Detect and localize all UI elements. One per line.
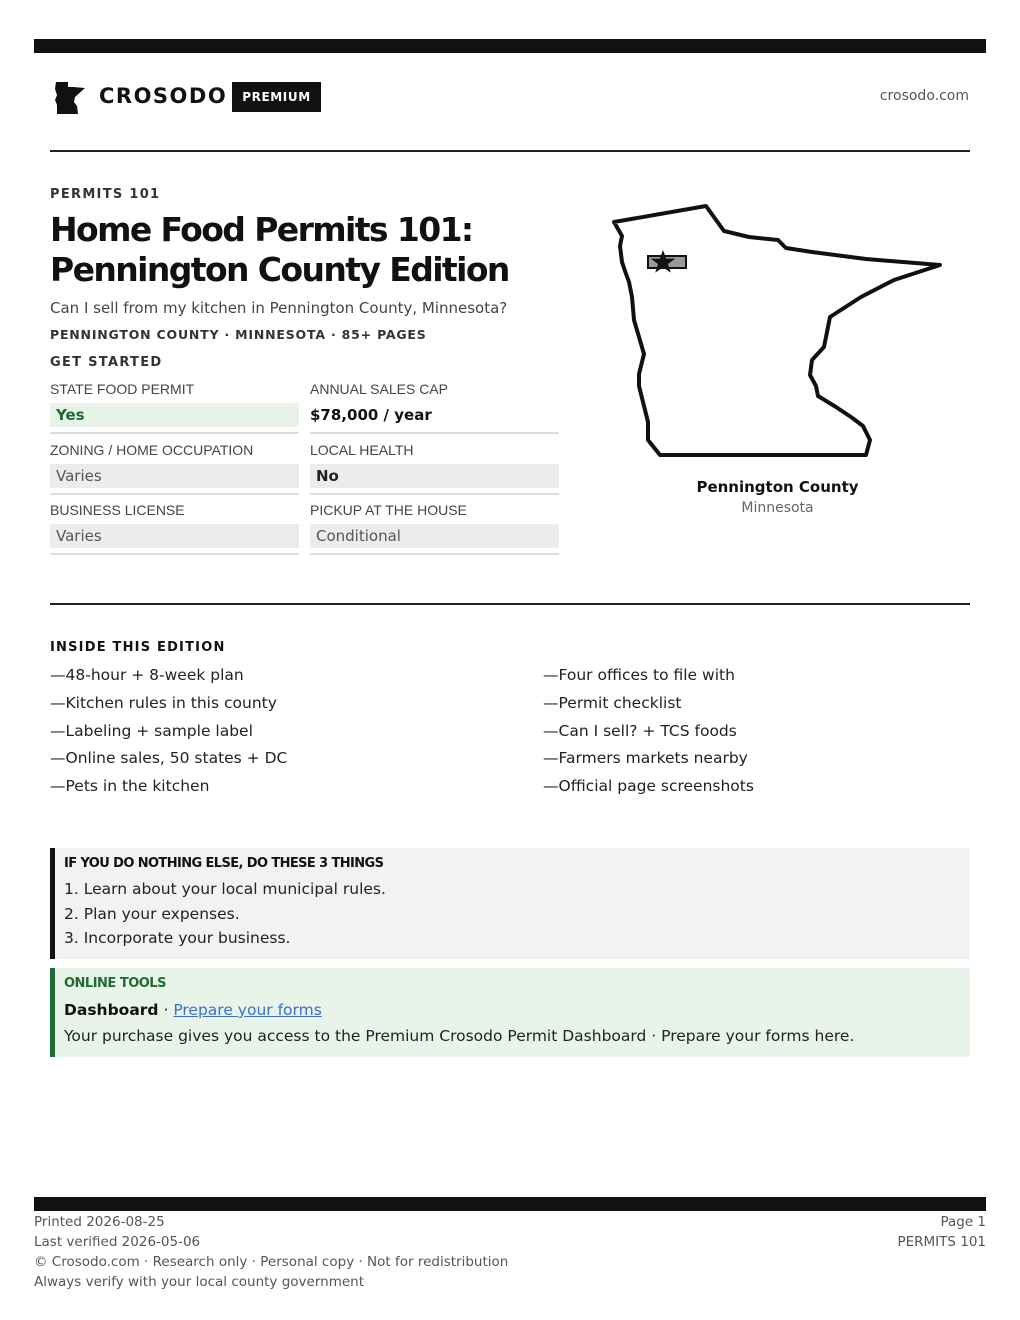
- copyright-notice: © Crosodo.com · Research only · Personal copy · Not for redistribution: [34, 1254, 509, 1270]
- list-item: —Kitchen rules in this county: [50, 693, 277, 712]
- fact-label: BUSINESS LICENSE: [50, 502, 185, 518]
- divider: [50, 603, 970, 605]
- list-item: —Four offices to file with: [543, 666, 735, 684]
- fact-label: LOCAL HEALTH: [310, 442, 414, 458]
- site-url[interactable]: crosodo.com: [879, 88, 969, 104]
- map-caption-state: Minnesota: [741, 500, 814, 516]
- prepare-forms-link[interactable]: Prepare your forms: [173, 1001, 322, 1019]
- list-item: —Permit checklist: [543, 693, 682, 712]
- list-item: —Farmers markets nearby: [543, 749, 748, 768]
- verified-date: Last verified 2026-05-06: [34, 1234, 201, 1250]
- fact-annual-sales-cap: [310, 381, 559, 434]
- page-title: [50, 210, 610, 290]
- verify-note: Always verify with your local county government: [34, 1274, 364, 1290]
- fact-zoning: [50, 442, 299, 495]
- list-item: —48-hour + 8-week plan: [50, 666, 244, 684]
- footer-section: PERMITS 101: [897, 1234, 986, 1250]
- online-tools-box: [50, 968, 970, 1057]
- page-number: Page 1: [940, 1214, 986, 1230]
- fact-underline: [310, 553, 559, 555]
- list-item: —Official page screenshots: [543, 777, 754, 796]
- page-meta: PENNINGTON COUNTY · MINNESOTA · 85+ PAGES: [50, 327, 427, 342]
- fact-label: ANNUAL SALES CAP: [310, 381, 448, 397]
- fact-value: $78,000 / year: [310, 406, 432, 424]
- map-caption-county: Pennington County: [696, 478, 859, 496]
- fact-underline: [50, 553, 299, 555]
- fact-underline: [50, 432, 299, 434]
- fact-label: ZONING / HOME OCCUPATION: [50, 442, 254, 458]
- footer-right: [897, 1212, 986, 1252]
- list-item: 1. Learn about your local municipal rules.: [64, 880, 386, 898]
- separator: ·: [158, 1001, 174, 1019]
- minnesota-state-icon: [54, 80, 86, 116]
- fact-value: Conditional: [310, 524, 559, 548]
- fact-business-license: [50, 502, 299, 555]
- three-things-callout: [50, 848, 970, 959]
- divider: [50, 150, 970, 152]
- fact-label: PICKUP AT THE HOUSE: [310, 502, 467, 518]
- fact-pickup-at-house: [310, 502, 559, 555]
- list-item: —Labeling + sample label: [50, 721, 253, 740]
- get-started-heading: GET STARTED: [50, 355, 163, 370]
- fact-value: No: [310, 464, 559, 488]
- fact-underline: [50, 493, 299, 495]
- fact-value: Yes: [50, 403, 299, 427]
- list-item: —Online sales, 50 states + DC: [50, 749, 288, 768]
- inside-edition-heading: INSIDE THIS EDITION: [50, 640, 226, 655]
- inside-list-right: [543, 666, 754, 805]
- list-item: 2. Plan your expenses.: [64, 904, 240, 923]
- section-eyebrow: PERMITS 101: [50, 187, 161, 202]
- top-bar: [34, 39, 986, 53]
- fact-state-food-permit: [50, 381, 299, 434]
- premium-badge: PREMIUM: [232, 82, 321, 112]
- list-item: —Can I sell? + TCS foods: [543, 721, 737, 740]
- page-subtitle: Can I sell from my kitchen in Pennington County, Minnesota?: [50, 299, 508, 317]
- state-outline: [614, 206, 940, 455]
- brand-name[interactable]: CROSODO: [99, 84, 228, 108]
- bottom-bar: [34, 1197, 986, 1211]
- state-map: [606, 200, 946, 470]
- footer-left: [34, 1212, 508, 1292]
- fact-label: STATE FOOD PERMIT: [50, 381, 195, 397]
- list-item: 3. Incorporate your business.: [64, 929, 291, 948]
- tools-title: ONLINE TOOLS: [64, 976, 166, 991]
- fact-underline: [310, 432, 559, 434]
- fact-value: Varies: [50, 464, 299, 488]
- header: [50, 76, 970, 120]
- list-item: —Pets in the kitchen: [50, 777, 210, 796]
- tools-links-line: [64, 1001, 322, 1019]
- title-line: Home Food Permits 101:: [50, 210, 473, 249]
- callout-list: [64, 880, 386, 954]
- fact-local-health: [310, 442, 559, 495]
- dashboard-label: Dashboard: [64, 1001, 159, 1019]
- inside-list-left: [50, 666, 287, 805]
- fact-value: Varies: [50, 524, 299, 548]
- printed-date: Printed 2026-08-25: [34, 1214, 165, 1230]
- fact-underline: [310, 493, 559, 495]
- tools-description: Your purchase gives you access to the Premium Crosodo Permit Dashboard · Prepare your forms here.: [64, 1027, 855, 1045]
- title-line: Pennington County Edition: [50, 250, 509, 289]
- callout-title: IF YOU DO NOTHING ELSE, DO THESE 3 THINGS: [64, 856, 384, 871]
